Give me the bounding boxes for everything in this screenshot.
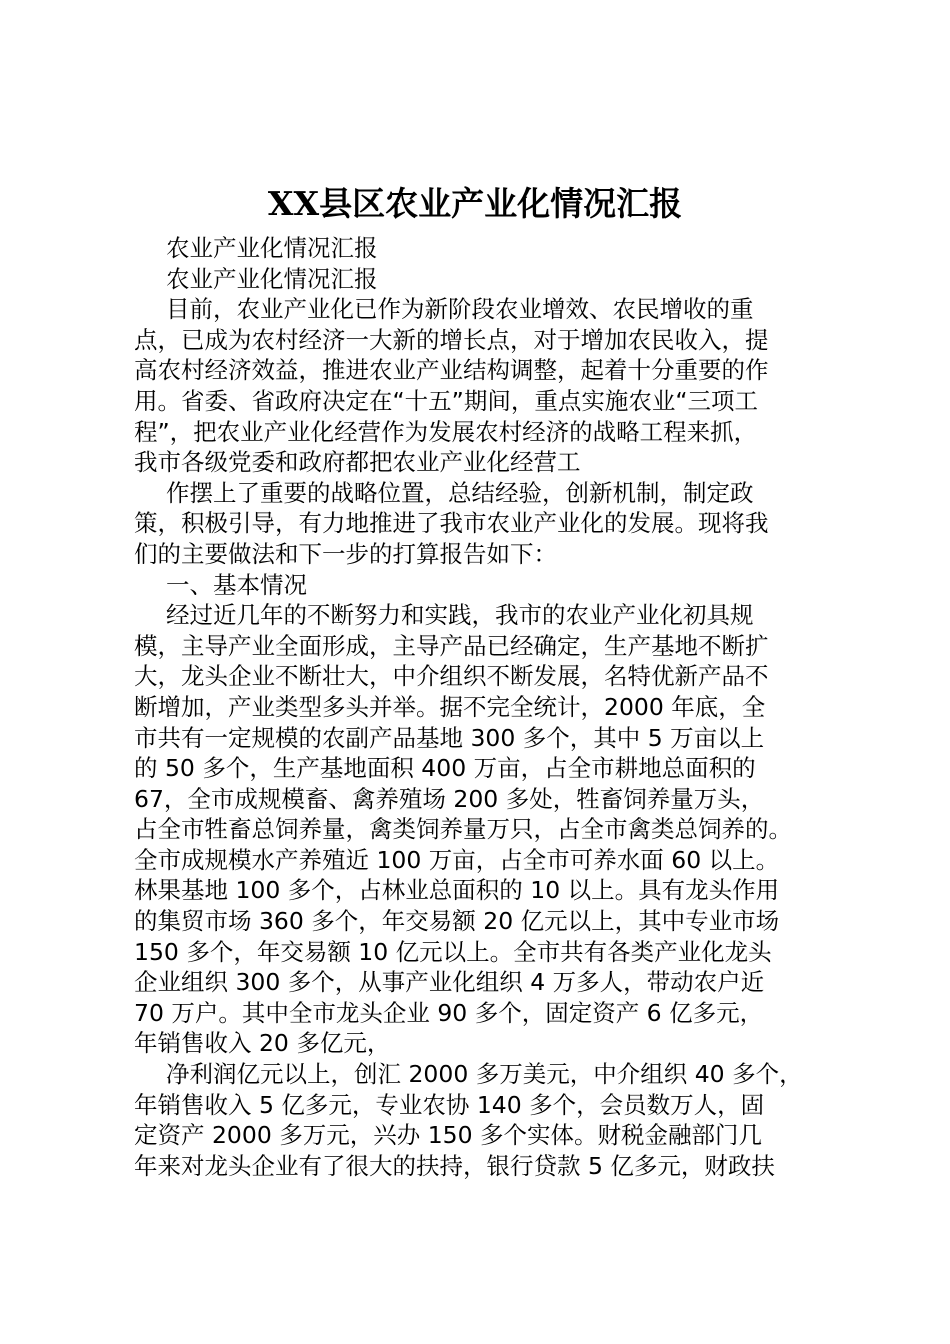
- text-line: 农业产业化情况汇报: [166, 234, 378, 262]
- text-line: 净利润亿元以上，创汇 2000 多万美元，中介组织 40 多个，: [166, 1060, 803, 1089]
- text-line: 67，全市成规模畜、禽养殖场 200 多处，牲畜饲养量万头，: [134, 784, 765, 813]
- text-line: 我市各级党委和政府都把农业产业化经营工: [134, 448, 581, 477]
- text-line: 一、基本情况: [166, 570, 307, 599]
- text-line: 程”，把农业产业化经营作为发展农村经济的战略工程来抓，: [134, 417, 758, 446]
- text-line: 70 万户。其中全市龙头企业 90 多个，固定资产 6 亿多元，: [134, 998, 764, 1027]
- text-line: 作摆上了重要的战略位置，总结经验，创新机制，制定政: [166, 478, 754, 507]
- text-line: 目前，农业产业化已作为新阶段农业增效、农民增收的重: [166, 295, 754, 324]
- text-line: 高农村经济效益，推进农业产业结构调整，起着十分重要的作: [134, 356, 769, 385]
- document-title: XX县区农业产业化情况汇报: [267, 184, 683, 223]
- text-line: 模，主导产业全面形成，主导产品已经确定，生产基地不断扩: [134, 631, 769, 660]
- text-line: 年来对龙头企业有了很大的扶持，银行贷款 5 亿多元，财政扶: [134, 1151, 775, 1180]
- text-line: 市共有一定规模的农副产品基地 300 多个，其中 5 万亩以上: [134, 723, 765, 752]
- text-line: 企业组织 300 多个，从事产业化组织 4 万多人，带动农户近: [134, 968, 765, 997]
- text-line: 的集贸市场 360 多个，年交易额 20 亿元以上，其中专业市场: [134, 907, 780, 936]
- text-line: 策，积极引导，有力地推进了我市农业产业化的发展。现将我: [134, 509, 769, 538]
- text-line: 大，龙头企业不断壮大，中介组织不断发展，名特优新产品不: [134, 662, 769, 691]
- text-line: 全市成规模水产养殖近 100 万亩，占全市可养水面 60 以上。: [134, 845, 780, 874]
- text-line: 林果基地 100 多个，占林业总面积的 10 以上。具有龙头作用: [134, 876, 780, 905]
- text-line: 点，已成为农村经济一大新的增长点，对于增加农民收入，提: [134, 325, 769, 354]
- text-line: 年销售收入 20 多亿元，: [134, 1029, 391, 1058]
- text-line: 经过近几年的不断努力和实践，我市的农业产业化初具规: [166, 601, 754, 630]
- text-line: 定资产 2000 多万元，兴办 150 多个实体。财税金融部门几: [134, 1121, 763, 1150]
- document-body: [134, 233, 864, 1181]
- text-line: 们的主要做法和下一步的打算报告如下：: [134, 539, 557, 568]
- text-line: 农业产业化情况汇报: [166, 264, 378, 293]
- text-line: 断增加，产业类型多头并举。据不完全统计，2000 年底，全: [134, 692, 766, 721]
- text-line: 的 50 多个，生产基地面积 400 万亩，占全市耕地总面积的: [134, 754, 756, 783]
- text-line: 150 多个，年交易额 10 亿元以上。全市共有各类产业化龙头: [134, 937, 772, 966]
- text-line: 年销售收入 5 亿多元，专业农协 140 多个，会员数万人，固: [134, 1090, 765, 1119]
- text-line: 占全市牲畜总饲养量，禽类饲养量万只，占全市禽类总饲养的。: [134, 815, 792, 844]
- text-line: 用。省委、省政府决定在“十五”期间，重点实施农业“三项工: [134, 386, 759, 415]
